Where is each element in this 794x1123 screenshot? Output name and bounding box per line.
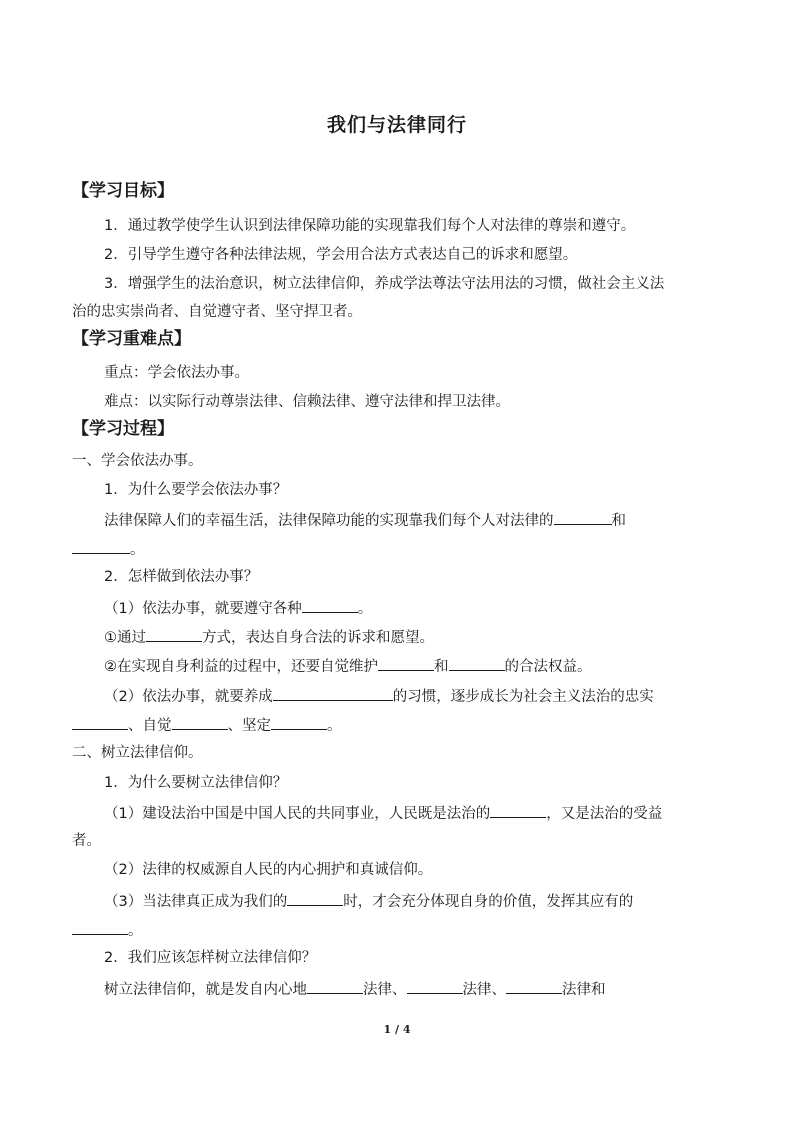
part-1-answer-5 <box>104 685 654 707</box>
answer-text: 和 <box>611 513 626 529</box>
part-2-answer-1-wrap: 者。 <box>72 833 101 849</box>
answer-text: 、坚定 <box>227 718 271 734</box>
answer-text: 的习惯，逐步成长为社会主义法治的忠实 <box>392 689 654 705</box>
fill-blank[interactable] <box>273 685 393 701</box>
answer-text: 。 <box>327 718 342 734</box>
answer-text: 法律和 <box>562 982 606 998</box>
answer-text: 时，才会充分体现自身的价值，发挥其应有的 <box>343 894 634 910</box>
part-2-answer-3-wrap <box>72 919 143 941</box>
answer-text: 、自觉 <box>128 718 172 734</box>
part-1-answer-3 <box>104 626 434 648</box>
answer-text: 法律、 <box>462 982 506 998</box>
fill-blank[interactable] <box>287 890 343 906</box>
answer-text: （1）依法办事，就要遵守各种 <box>104 601 302 617</box>
objective-2: 2．引导学生遵守各种法律法规，学会用合法方式表达自己的诉求和愿望。 <box>104 247 578 263</box>
part-1-answer-1 <box>104 509 626 531</box>
answer-text: ②在实现自身利益的过程中，还要自觉维护 <box>104 659 378 675</box>
fill-blank[interactable] <box>172 714 228 730</box>
part-1-answer-5-wrap <box>72 714 342 736</box>
part-2-heading: 二、树立法律信仰。 <box>72 745 203 761</box>
fill-blank[interactable] <box>271 714 327 730</box>
answer-text: ①通过 <box>104 630 146 646</box>
fill-blank[interactable] <box>449 655 505 671</box>
fill-blank[interactable] <box>72 919 128 935</box>
answer-text: ，又是法治的受益 <box>546 806 663 822</box>
key-point: 重点：学会依法办事。 <box>104 365 249 381</box>
process-heading: 【学习过程】 <box>72 419 174 439</box>
page-number: 1 / 4 <box>383 1023 411 1036</box>
answer-text: 法律、 <box>363 982 407 998</box>
answer-text: 树立法律信仰，就是发自内心地 <box>104 982 307 998</box>
objective-3-line-2: 治的忠实崇尚者、自觉遵守者、坚守捍卫者。 <box>72 304 362 320</box>
part-2-answer-1 <box>104 802 662 824</box>
answer-text: （1）建设法治中国是中国人民的共同事业，人民既是法治的 <box>104 806 491 822</box>
answer-text: 。 <box>128 923 143 939</box>
page-title: 我们与法律同行 <box>326 114 467 136</box>
objectives-heading: 【学习目标】 <box>72 181 174 201</box>
part-2-answer-2: （2）法律的权威源自人民的内心拥护和真诚信仰。 <box>104 862 433 878</box>
answer-text: 。 <box>130 542 145 558</box>
part-2-question-2: 2．我们应该怎样树立法律信仰？ <box>104 950 317 966</box>
objective-3-line-1: 3．增强学生的法治意识，树立法律信仰，养成学法尊法守法用法的习惯，做社会主义法 <box>104 276 665 292</box>
answer-text: 和 <box>434 659 449 675</box>
fill-blank[interactable] <box>490 802 546 818</box>
part-1-heading: 一、学会依法办事。 <box>72 453 203 469</box>
fill-blank[interactable] <box>302 597 358 613</box>
fill-blank[interactable] <box>146 626 202 642</box>
part-1-question-2: 2．怎样做到依法办事？ <box>104 569 259 585</box>
answer-text: 。 <box>357 601 373 617</box>
fill-blank[interactable] <box>554 509 612 525</box>
part-2-answer-3 <box>104 890 633 912</box>
answer-text: （2）依法办事，就要养成 <box>104 689 273 705</box>
fill-blank[interactable] <box>407 978 463 994</box>
fill-blank[interactable] <box>506 978 562 994</box>
fill-blank[interactable] <box>307 978 363 994</box>
objective-1: 1．通过教学使学生认识到法律保障功能的实现靠我们每个人对法律的尊崇和遵守。 <box>104 218 636 234</box>
answer-text: 方式，表达自身合法的诉求和愿望。 <box>202 630 434 646</box>
difficult-point: 难点：以实际行动尊崇法律、信赖法律、遵守法律和捍卫法律。 <box>104 394 510 410</box>
part-1-answer-1-wrap <box>72 538 145 560</box>
part-1-answer-2 <box>104 597 372 619</box>
fill-blank[interactable] <box>72 714 128 730</box>
fill-blank[interactable] <box>378 655 434 671</box>
part-1-question-1: 1．为什么要学会依法办事？ <box>104 482 288 498</box>
part-2-answer-4 <box>104 978 606 1000</box>
keypoints-heading: 【学习重难点】 <box>72 329 191 349</box>
answer-text: 的合法权益。 <box>504 659 592 675</box>
fill-blank[interactable] <box>72 538 130 554</box>
part-1-answer-4 <box>104 655 592 677</box>
answer-text: 法律保障人们的幸福生活，法律保障功能的实现靠我们每个人对法律的 <box>104 513 554 529</box>
answer-text: （3）当法律真正成为我们的 <box>104 894 288 910</box>
part-2-question-1: 1．为什么要树立法律信仰？ <box>104 775 288 791</box>
